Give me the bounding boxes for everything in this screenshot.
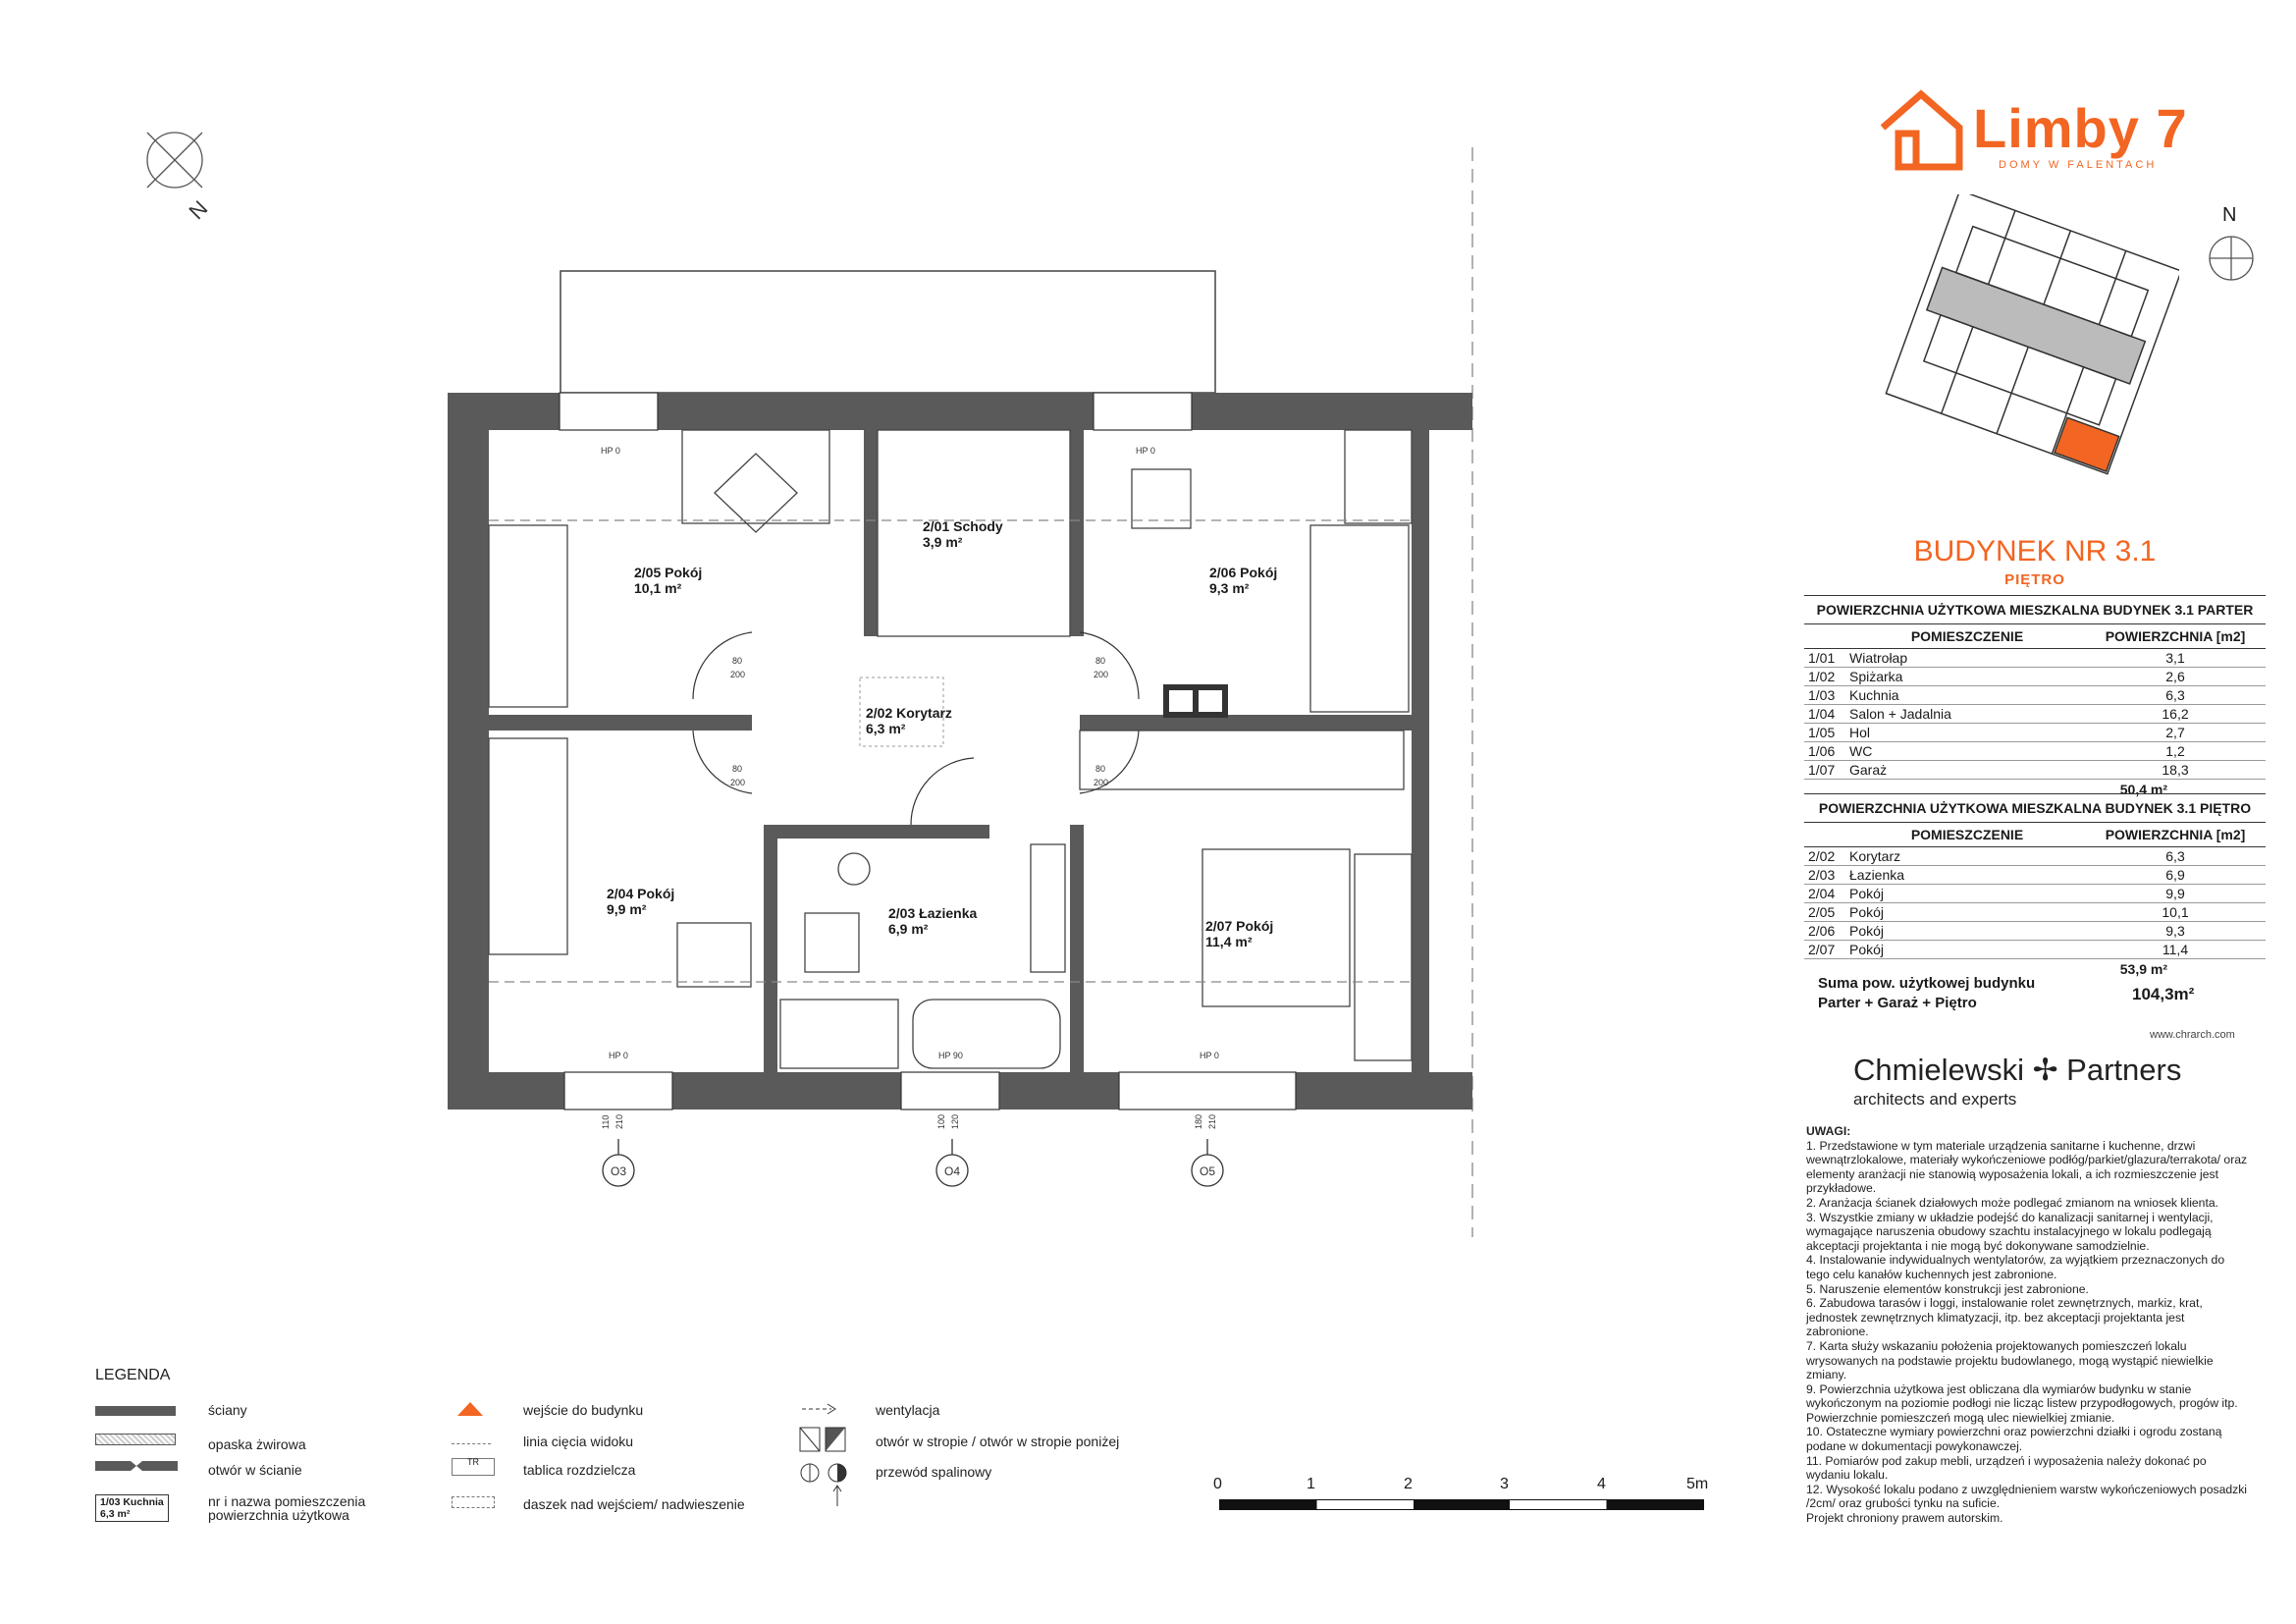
col-area: POWIERZCHNIA [m2] <box>2105 827 2246 842</box>
hp-label: HP 0 <box>1200 1051 1219 1060</box>
door-dim: 80 <box>1095 656 1106 666</box>
win-dim: 120 <box>950 1113 960 1129</box>
table-row: 1/07 Garaż 18,3 <box>1804 761 2266 780</box>
site-plan-map <box>1885 194 2179 479</box>
room-area: 9,9 m² <box>607 901 647 918</box>
room-area: 11,4 m² <box>1205 934 1253 950</box>
legend-entrance: wejście do budynku <box>523 1402 644 1418</box>
room-name: 2/01 Schody <box>923 518 1003 534</box>
scale-bar <box>1219 1499 1704 1510</box>
door-dim: 200 <box>730 670 746 679</box>
room-label <box>866 705 952 736</box>
room-name: 2/04 Pokój <box>607 886 675 901</box>
notes-title: UWAGI: <box>1806 1124 1851 1138</box>
canopy-outline <box>561 271 1215 393</box>
table-row: 1/02 Spiżarka 2,6 <box>1804 668 2266 686</box>
wall-opening-swatch <box>95 1459 178 1473</box>
hp-label: HP 0 <box>1136 446 1155 456</box>
scale-tick: 4 <box>1597 1476 1606 1492</box>
table-row: 2/04 Pokój 9,9 <box>1804 885 2266 903</box>
walls <box>448 393 1472 1110</box>
legend-ceiling-opening: otwór w stropie / otwór w stropie poniżej <box>876 1434 1120 1449</box>
table-row: 2/07 Pokój 11,4 <box>1804 941 2266 959</box>
scale-tick: 3 <box>1500 1476 1509 1492</box>
legend-room-tag: nr i nazwa pomieszczenia powierzchnia użytkowa <box>208 1493 366 1523</box>
room-name: 2/07 Pokój <box>1205 918 1274 934</box>
architect-name: Chmielewski ✢ Partners <box>1853 1053 2182 1087</box>
col-room: POMIESZCZENIE <box>1910 628 2024 644</box>
building-subtitle: PIĘTRO <box>2004 571 2065 588</box>
axis-label-o4: O4 <box>943 1164 961 1178</box>
wall-swatch <box>95 1406 176 1416</box>
total-label <box>1818 974 2035 1013</box>
win-dim: 110 <box>601 1114 611 1129</box>
hp-label: HP 0 <box>601 446 620 456</box>
room-area: 6,3 m² <box>866 721 906 737</box>
table-row: 2/02 Korytarz 6,3 <box>1804 847 2266 866</box>
building-title: BUDYNEK NR 3.1 <box>1913 535 2157 568</box>
note-item: 12. Wysokość lokalu podano z uwzględnieniem warstw wykończeniowych posadzki /2cm/ oraz grubości tynku na suficie. <box>1806 1482 2248 1511</box>
room-name: 2/05 Pokój <box>634 565 703 580</box>
legend-section-line: linia cięcia widoku <box>523 1434 634 1449</box>
room-label <box>634 565 702 596</box>
room-name: 2/06 Pokój <box>1209 565 1278 580</box>
note-item: 4. Instalowanie indywidualnych wentylatorów, za wyjątkiem przeznaczonych do tego celu kanałów kuchennych jest zabronione. <box>1806 1253 2225 1281</box>
legend-ventilation: wentylacja <box>876 1402 940 1418</box>
hp-label: HP 90 <box>938 1051 963 1060</box>
table-row: 1/03 Kuchnia 6,3 <box>1804 686 2266 705</box>
note-item: 6. Zabudowa tarasów i loggi, instalowanie rolet zewnętrznych, markiz, krat, jednostek zewnętrznych klimatyzacji, itp. bez akceptacji projektanta jest zabronione. <box>1806 1296 2203 1339</box>
section-line-swatch <box>452 1443 491 1444</box>
compass-icon <box>147 133 202 188</box>
legend-gravel: opaska żwirowa <box>208 1436 306 1452</box>
scale-tick: 1 <box>1307 1476 1315 1492</box>
chimney <box>1166 687 1225 715</box>
col-room: POMIESZCZENIE <box>1910 827 2024 842</box>
room-tag-area: 6,3 m² <box>100 1508 131 1520</box>
room-label <box>923 518 1003 550</box>
room-label <box>888 905 977 937</box>
tr-panel-icon: TR <box>452 1458 495 1476</box>
note-item: 10. Ostateczne wymiary powierzchni oraz powierzchni działki i ogrodu zostaną podane w dokumentacji powykonawczej. <box>1806 1425 2222 1454</box>
legend-walls: ściany <box>208 1402 247 1418</box>
scale-tick: 2 <box>1404 1476 1413 1492</box>
compass-icon <box>2207 234 2256 283</box>
table-row: 2/05 Pokój 10,1 <box>1804 903 2266 922</box>
door-dim: 200 <box>1094 670 1109 679</box>
legend-title: LEGENDA <box>95 1367 171 1383</box>
logo-subtitle: DOMY W FALENTACH <box>1999 159 2158 171</box>
architect-url[interactable]: www.chrarch.com <box>2150 1029 2235 1041</box>
total-label-line2: Parter + Garaż + Piętro <box>1818 995 1977 1011</box>
note-item: 5. Naruszenie elementów konstrukcji jest zabronione. <box>1806 1281 2089 1296</box>
table-row: 1/06 WC 1,2 <box>1804 742 2266 761</box>
room-name: 2/03 Łazienka <box>888 905 978 921</box>
architect-subtitle: architects and experts <box>1853 1090 2017 1109</box>
room-area: 6,9 m² <box>888 921 929 938</box>
table-header <box>1804 823 2266 847</box>
ceiling-opening-icon <box>798 1426 849 1453</box>
room-name: 2/02 Korytarz <box>866 705 952 721</box>
hp-label: HP 0 <box>609 1051 628 1060</box>
area-table-parter <box>1804 595 2266 799</box>
win-dim: 100 <box>936 1113 946 1129</box>
ventilation-icon <box>800 1402 839 1416</box>
door-dim: 80 <box>732 764 743 774</box>
win-dim: 180 <box>1194 1113 1203 1129</box>
note-item: Projekt chroniony prawem autorskim. <box>1806 1511 2003 1526</box>
legend-wall-opening: otwór w ścianie <box>208 1462 302 1478</box>
room-area: 10,1 m² <box>634 580 682 597</box>
room-label <box>1209 565 1277 596</box>
table-title: POWIERZCHNIA UŻYTKOWA MIESZKALNA BUDYNEK 3.1 PIĘTRO <box>1804 793 2266 823</box>
axis-label-o5: O5 <box>1199 1164 1216 1178</box>
note-item: 3. Wszystkie zmiany w układzie podejść do kanalizacji sanitarnej i wentylacji, wymagające naruszenia obudowy szachtu instalacyjnego w lokalu podlegają akceptacji projektanta i nie mogą być dokonywane samodzielnie. <box>1806 1210 2214 1253</box>
door-dim: 200 <box>730 778 746 787</box>
win-dim: 210 <box>1207 1113 1217 1129</box>
door-dim: 80 <box>1095 764 1106 774</box>
notes-block <box>1806 1124 2248 1526</box>
door-dim: 80 <box>732 656 743 666</box>
flue-icon <box>798 1463 849 1508</box>
compass-north-label: N <box>2222 204 2237 226</box>
room-area: 3,9 m² <box>923 534 963 551</box>
table-row: 1/04 Salon + Jadalnia 16,2 <box>1804 705 2266 724</box>
note-item: 11. Pomiarów pod zakup mebli, urządzeń i wyposażenia należy dokonać po wydaniu lokalu. <box>1806 1453 2207 1483</box>
legend-panel: tablica rozdzielcza <box>523 1462 636 1478</box>
total-value: 104,3m² <box>2132 985 2195 1003</box>
col-area: POWIERZCHNIA [m2] <box>2105 628 2246 644</box>
table-title: POWIERZCHNIA UŻYTKOWA MIESZKALNA BUDYNEK 3.1 PARTER <box>1804 595 2266 624</box>
table-sum: 50,4 m² <box>2119 782 2167 797</box>
room-tag-sample <box>95 1494 169 1522</box>
area-table-pietro <box>1804 793 2266 979</box>
note-item: 9. Powierzchnia użytkowa jest obliczana dla wymiarów budynku w stanie wykończonym na poziomie podłogi nie licząc listew przypodłogowych, progów itp. Powierzchnie pomieszczeń mogą ulec niewielkiej zmianie. <box>1806 1381 2238 1425</box>
table-header <box>1804 624 2266 649</box>
gravel-swatch <box>95 1434 176 1445</box>
house-logo-icon <box>1877 86 1965 171</box>
door-dim: 200 <box>1094 778 1109 787</box>
scale-tick: 5m <box>1686 1476 1709 1492</box>
room-area: 9,3 m² <box>1209 580 1250 597</box>
legend-canopy: daszek nad wejściem/ nadwieszenie <box>523 1496 745 1512</box>
entrance-icon <box>455 1400 485 1418</box>
legend-flue: przewód spalinowy <box>876 1464 992 1480</box>
table-row: 2/06 Pokój 9,3 <box>1804 922 2266 941</box>
note-item: 7. Karta służy wskazaniu położenia projektowanych pomieszczeń lokalu wrysowanych na podstawie projektu budowlanego, mogą wystąpić niewielkie zmiany. <box>1806 1338 2214 1382</box>
total-label-line1: Suma pow. użytkowej budynku <box>1818 975 2036 992</box>
table-sum: 53,9 m² <box>2119 961 2167 977</box>
note-item: 1. Przedstawione w tym materiale urządzenia sanitarne i kuchenne, drzwi wewnątrzlokalowe, materiały wykończeniowe podłóg/parkiet/glazura/terrakota/ oraz elementy aranżacji nie stanowią wyposażenia lokali, a ich rozmieszczenie jest przykładowe. <box>1806 1138 2248 1196</box>
win-dim: 210 <box>614 1113 624 1129</box>
note-item: 2. Aranżacja ścianek działowych może podlegać zmianom na wniosek klienta. <box>1806 1195 2219 1210</box>
compass-north-label: N <box>184 195 213 225</box>
table-row: 1/01 Wiatrołap 3,1 <box>1804 649 2266 668</box>
room-label <box>1205 918 1273 949</box>
table-row: 1/05 Hol 2,7 <box>1804 724 2266 742</box>
axis-label-o3: O3 <box>610 1164 627 1178</box>
room-tag-name: 1/03 Kuchnia <box>100 1496 164 1508</box>
canopy-swatch <box>452 1496 495 1508</box>
table-row: 2/03 Łazienka 6,9 <box>1804 866 2266 885</box>
logo-text: Limby 7 <box>1973 97 2188 159</box>
scale-tick: 0 <box>1213 1476 1222 1492</box>
room-label <box>607 886 674 917</box>
